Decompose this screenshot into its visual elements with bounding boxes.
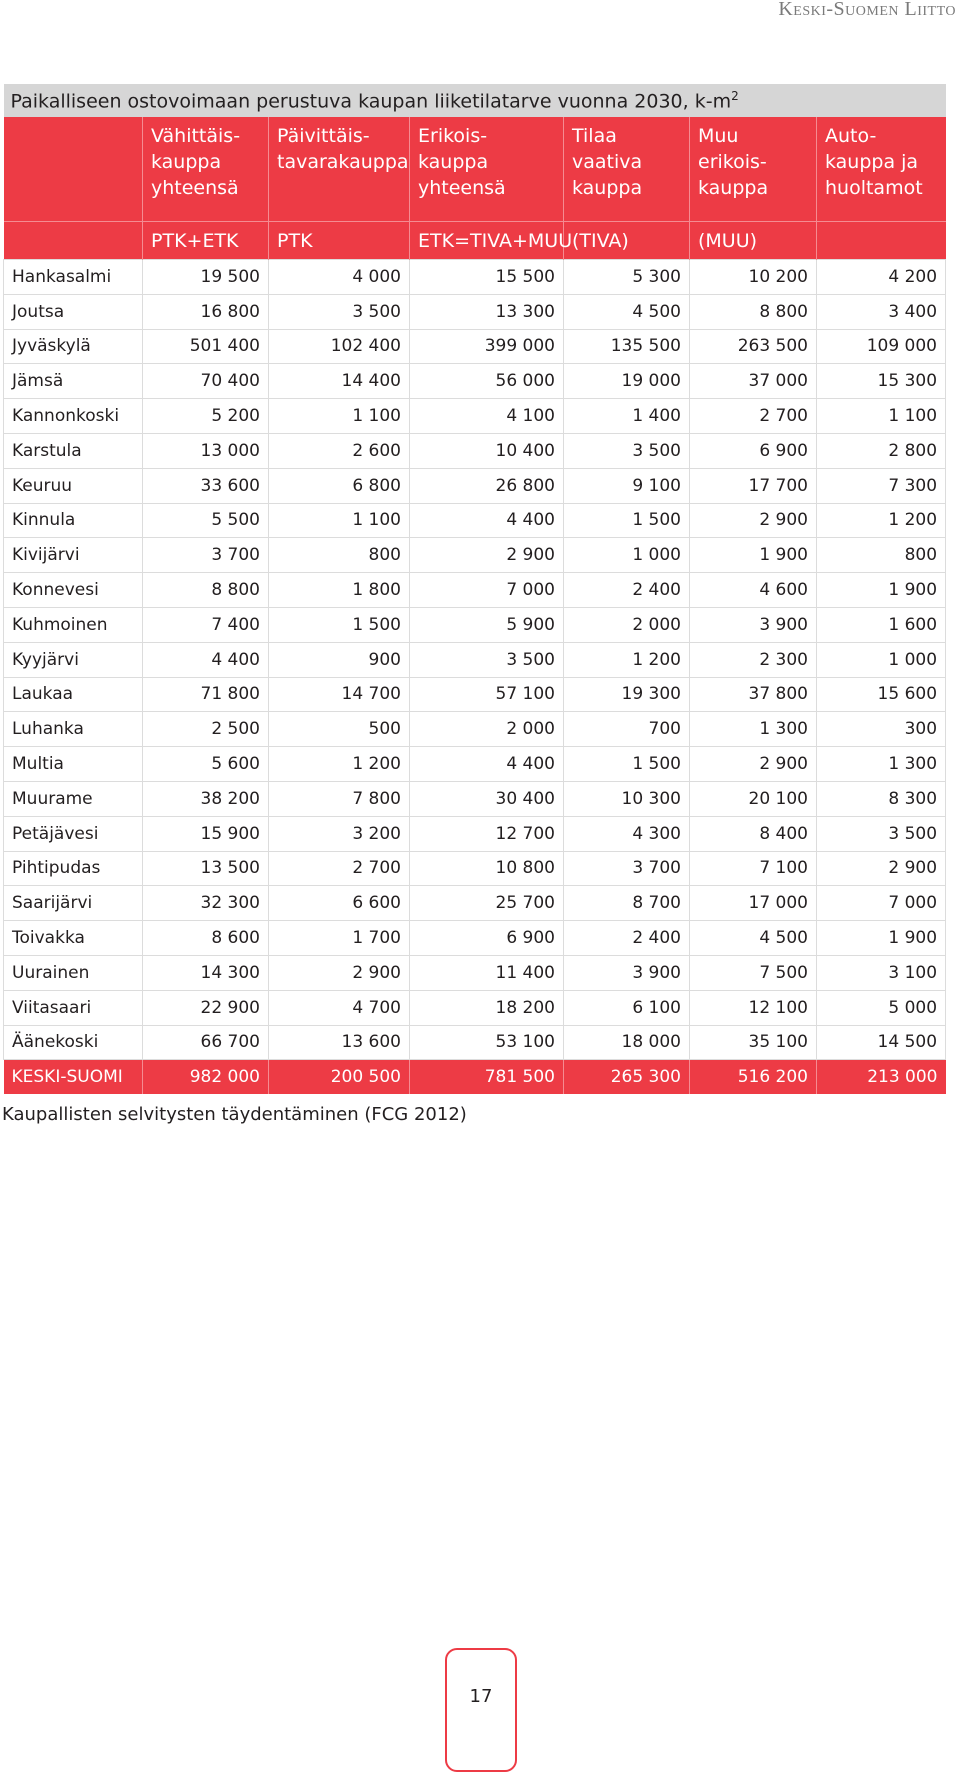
table-cell: 1 500 <box>564 503 690 538</box>
table-cell: 20 100 <box>690 781 817 816</box>
table-cell: 13 500 <box>143 851 269 886</box>
table-row <box>4 642 946 677</box>
table-cell: 3 200 <box>269 816 410 851</box>
table-cell: 135 500 <box>564 329 690 364</box>
total-cell: 516 200 <box>690 1060 817 1094</box>
table-cell: 2 400 <box>564 573 690 608</box>
municipality-name: Kannonkoski <box>4 399 143 434</box>
table-row <box>4 433 946 468</box>
column-header: Muu erikois- kauppa <box>690 117 817 222</box>
table-cell: 5 900 <box>410 607 564 642</box>
table-cell: 2 800 <box>817 433 946 468</box>
table-cell: 2 900 <box>269 955 410 990</box>
table-cell: 900 <box>269 642 410 677</box>
table-cell: 10 200 <box>690 260 817 295</box>
table-cell: 38 200 <box>143 781 269 816</box>
municipality-name: Hankasalmi <box>4 260 143 295</box>
table-row <box>4 399 946 434</box>
code-corner-cell <box>4 222 143 260</box>
table-cell: 2 900 <box>690 747 817 782</box>
table-cell: 19 300 <box>564 677 690 712</box>
table-cell: 17 700 <box>690 468 817 503</box>
table-cell: 4 500 <box>690 921 817 956</box>
table-cell: 14 400 <box>269 364 410 399</box>
municipality-name: Äänekoski <box>4 1025 143 1060</box>
table-cell: 3 700 <box>564 851 690 886</box>
table-cell: 35 100 <box>690 1025 817 1060</box>
table-cell: 2 900 <box>817 851 946 886</box>
table-title-superscript: 2 <box>731 88 739 103</box>
table-cell: 7 000 <box>817 886 946 921</box>
total-cell: 982 000 <box>143 1060 269 1094</box>
table-cell: 800 <box>817 538 946 573</box>
column-code: ETK=TIVA+MUU <box>410 222 564 260</box>
table-cell: 25 700 <box>410 886 564 921</box>
table-row <box>4 851 946 886</box>
table-cell: 10 300 <box>564 781 690 816</box>
table-cell: 1 200 <box>269 747 410 782</box>
table-cell: 4 400 <box>410 503 564 538</box>
table-cell: 1 000 <box>817 642 946 677</box>
table-cell: 13 300 <box>410 294 564 329</box>
table-cell: 14 300 <box>143 955 269 990</box>
column-header: Auto- kauppa ja huoltamot <box>817 117 946 222</box>
table-cell: 4 200 <box>817 260 946 295</box>
table-row <box>4 747 946 782</box>
table-cell: 2 600 <box>269 433 410 468</box>
municipality-name: Karstula <box>4 433 143 468</box>
table-cell: 1 900 <box>690 538 817 573</box>
table-cell: 3 100 <box>817 955 946 990</box>
table-row <box>4 1025 946 1060</box>
table-cell: 2 700 <box>269 851 410 886</box>
table-cell: 4 100 <box>410 399 564 434</box>
column-header: Päivittäis- tavarakauppa <box>269 117 410 222</box>
retail-space-table <box>3 84 946 1094</box>
table-cell: 57 100 <box>410 677 564 712</box>
table-cell: 15 500 <box>410 260 564 295</box>
municipality-name: Jämsä <box>4 364 143 399</box>
table-cell: 1 700 <box>269 921 410 956</box>
table-cell: 1 900 <box>817 921 946 956</box>
table-cell: 109 000 <box>817 329 946 364</box>
column-header-row <box>4 117 946 222</box>
table-row <box>4 816 946 851</box>
table-cell: 7 100 <box>690 851 817 886</box>
table-cell: 14 500 <box>817 1025 946 1060</box>
table-cell: 3 700 <box>143 538 269 573</box>
table-cell: 1 900 <box>817 573 946 608</box>
page-number-tab <box>445 1648 517 1772</box>
municipality-name: Saarijärvi <box>4 886 143 921</box>
municipality-name: Konnevesi <box>4 573 143 608</box>
table-cell: 7 300 <box>817 468 946 503</box>
municipality-name: Toivakka <box>4 921 143 956</box>
table-row <box>4 503 946 538</box>
table-cell: 5 000 <box>817 990 946 1025</box>
table-cell: 1 000 <box>564 538 690 573</box>
table-cell: 102 400 <box>269 329 410 364</box>
table-cell: 4 600 <box>690 573 817 608</box>
table-cell: 8 800 <box>690 294 817 329</box>
municipality-name: Muurame <box>4 781 143 816</box>
table-row <box>4 538 946 573</box>
table-cell: 2 900 <box>410 538 564 573</box>
table-cell: 1 200 <box>564 642 690 677</box>
table-cell: 5 600 <box>143 747 269 782</box>
table-cell: 6 900 <box>410 921 564 956</box>
table-cell: 7 000 <box>410 573 564 608</box>
municipality-name: Laukaa <box>4 677 143 712</box>
table-cell: 37 000 <box>690 364 817 399</box>
table-cell: 3 500 <box>564 433 690 468</box>
table-cell: 6 100 <box>564 990 690 1025</box>
total-label: KESKI-SUOMI <box>4 1060 143 1094</box>
column-code <box>817 222 946 260</box>
table-cell: 1 500 <box>269 607 410 642</box>
table-row <box>4 573 946 608</box>
municipality-name: Luhanka <box>4 712 143 747</box>
municipality-name: Pihtipudas <box>4 851 143 886</box>
table-cell: 13 000 <box>143 433 269 468</box>
table-title <box>4 84 946 117</box>
total-row <box>4 1060 946 1094</box>
table-cell: 11 400 <box>410 955 564 990</box>
table-cell: 1 300 <box>690 712 817 747</box>
table-row <box>4 921 946 956</box>
table-cell: 6 800 <box>269 468 410 503</box>
running-header: Keski-Suomen Liitto <box>778 0 956 20</box>
table-cell: 15 600 <box>817 677 946 712</box>
table-cell: 4 500 <box>564 294 690 329</box>
table-cell: 18 000 <box>564 1025 690 1060</box>
table-cell: 1 800 <box>269 573 410 608</box>
table-row <box>4 468 946 503</box>
table-cell: 2 900 <box>690 503 817 538</box>
table-cell: 19 000 <box>564 364 690 399</box>
table-cell: 8 800 <box>143 573 269 608</box>
table-cell: 32 300 <box>143 886 269 921</box>
table-cell: 1 600 <box>817 607 946 642</box>
table-cell: 1 300 <box>817 747 946 782</box>
table-cell: 5 500 <box>143 503 269 538</box>
table-cell: 14 700 <box>269 677 410 712</box>
table-cell: 5 300 <box>564 260 690 295</box>
table-cell: 1 500 <box>564 747 690 782</box>
column-code: PTK <box>269 222 410 260</box>
table-cell: 300 <box>817 712 946 747</box>
table-cell: 16 800 <box>143 294 269 329</box>
table-cell: 12 700 <box>410 816 564 851</box>
table-cell: 53 100 <box>410 1025 564 1060</box>
municipality-name: Multia <box>4 747 143 782</box>
table-cell: 4 400 <box>410 747 564 782</box>
table-row <box>4 260 946 295</box>
municipality-name: Kivijärvi <box>4 538 143 573</box>
table-cell: 2 500 <box>143 712 269 747</box>
table-cell: 501 400 <box>143 329 269 364</box>
table-row <box>4 677 946 712</box>
table-cell: 15 300 <box>817 364 946 399</box>
municipality-name: Uurainen <box>4 955 143 990</box>
table-cell: 3 500 <box>817 816 946 851</box>
municipality-name: Kinnula <box>4 503 143 538</box>
column-code: PTK+ETK <box>143 222 269 260</box>
table-cell: 4 700 <box>269 990 410 1025</box>
table-cell: 17 000 <box>690 886 817 921</box>
table-row <box>4 955 946 990</box>
table-cell: 5 200 <box>143 399 269 434</box>
table-cell: 1 400 <box>564 399 690 434</box>
table-cell: 7 500 <box>690 955 817 990</box>
table-cell: 3 900 <box>564 955 690 990</box>
table-cell: 8 300 <box>817 781 946 816</box>
table-cell: 700 <box>564 712 690 747</box>
table-cell: 7 800 <box>269 781 410 816</box>
table-cell: 18 200 <box>410 990 564 1025</box>
table-cell: 10 800 <box>410 851 564 886</box>
table-cell: 37 800 <box>690 677 817 712</box>
column-code: (MUU) <box>690 222 817 260</box>
table-cell: 15 900 <box>143 816 269 851</box>
table-cell: 800 <box>269 538 410 573</box>
municipality-name: Viitasaari <box>4 990 143 1025</box>
table-cell: 1 200 <box>817 503 946 538</box>
table-cell: 12 100 <box>690 990 817 1025</box>
table-cell: 22 900 <box>143 990 269 1025</box>
table-cell: 30 400 <box>410 781 564 816</box>
table-row <box>4 607 946 642</box>
column-header: Tilaa vaativa kauppa <box>564 117 690 222</box>
table-cell: 8 600 <box>143 921 269 956</box>
total-cell: 265 300 <box>564 1060 690 1094</box>
table-cell: 66 700 <box>143 1025 269 1060</box>
table-cell: 9 100 <box>564 468 690 503</box>
total-cell: 200 500 <box>269 1060 410 1094</box>
table-cell: 399 000 <box>410 329 564 364</box>
table-cell: 13 600 <box>269 1025 410 1060</box>
municipality-name: Petäjävesi <box>4 816 143 851</box>
table-row <box>4 886 946 921</box>
table-title-text: Paikalliseen ostovoimaan perustuva kaupan liiketilatarve vuonna 2030, k-m <box>10 90 732 113</box>
municipality-name: Kuhmoinen <box>4 607 143 642</box>
table-cell: 3 900 <box>690 607 817 642</box>
municipality-name: Kyyjärvi <box>4 642 143 677</box>
column-header: Vähittäis- kauppa yhteensä <box>143 117 269 222</box>
table-row <box>4 294 946 329</box>
page-number: 17 <box>469 1686 493 1707</box>
table-cell: 2 300 <box>690 642 817 677</box>
table-cell: 8 700 <box>564 886 690 921</box>
municipality-name: Keuruu <box>4 468 143 503</box>
table-cell: 2 000 <box>564 607 690 642</box>
table-row <box>4 781 946 816</box>
source-note: Kaupallisten selvitysten täydentäminen (FCG 2012) <box>2 1104 467 1125</box>
table-cell: 71 800 <box>143 677 269 712</box>
header-corner-cell <box>4 117 143 222</box>
table-cell: 1 100 <box>817 399 946 434</box>
table-cell: 2 700 <box>690 399 817 434</box>
table-cell: 3 500 <box>269 294 410 329</box>
table-cell: 1 100 <box>269 399 410 434</box>
total-cell: 213 000 <box>817 1060 946 1094</box>
table-cell: 4 300 <box>564 816 690 851</box>
table-cell: 7 400 <box>143 607 269 642</box>
table-cell: 56 000 <box>410 364 564 399</box>
table-cell: 500 <box>269 712 410 747</box>
table-row <box>4 990 946 1025</box>
table-cell: 3 500 <box>410 642 564 677</box>
table-cell: 3 400 <box>817 294 946 329</box>
table-cell: 70 400 <box>143 364 269 399</box>
table-cell: 8 400 <box>690 816 817 851</box>
table-cell: 4 400 <box>143 642 269 677</box>
table-cell: 6 600 <box>269 886 410 921</box>
table-cell: 1 100 <box>269 503 410 538</box>
table-cell: 263 500 <box>690 329 817 364</box>
table-cell: 6 900 <box>690 433 817 468</box>
table-row <box>4 364 946 399</box>
column-header: Erikois- kauppa yhteensä <box>410 117 564 222</box>
table-row <box>4 712 946 747</box>
table-cell: 2 400 <box>564 921 690 956</box>
column-code-row <box>4 222 946 260</box>
municipality-name: Joutsa <box>4 294 143 329</box>
table-cell: 33 600 <box>143 468 269 503</box>
table-row <box>4 329 946 364</box>
municipality-name: Jyväskylä <box>4 329 143 364</box>
table-cell: 10 400 <box>410 433 564 468</box>
table-cell: 26 800 <box>410 468 564 503</box>
table-cell: 4 000 <box>269 260 410 295</box>
table-cell: 19 500 <box>143 260 269 295</box>
table-title-row <box>4 84 946 117</box>
column-code: (TIVA) <box>564 222 690 260</box>
table-cell: 2 000 <box>410 712 564 747</box>
total-cell: 781 500 <box>410 1060 564 1094</box>
